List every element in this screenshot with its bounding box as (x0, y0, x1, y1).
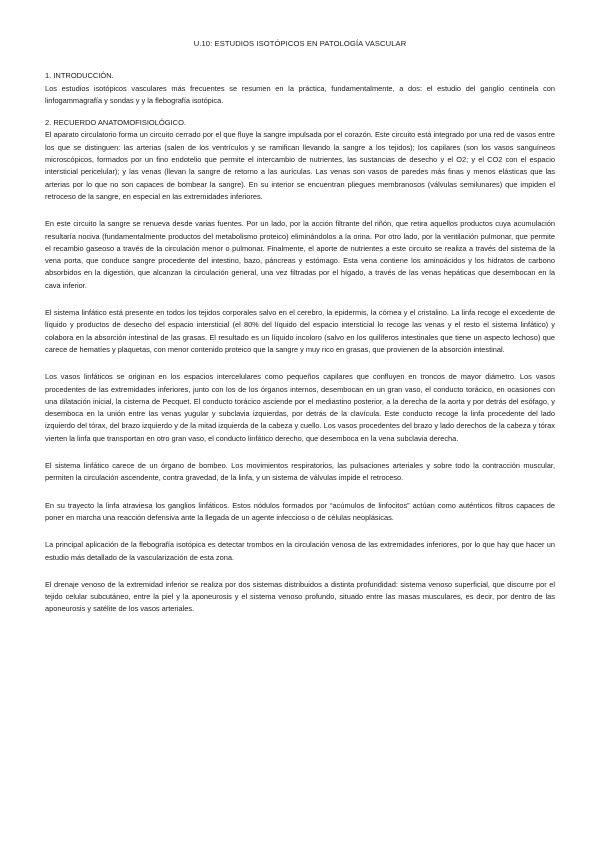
paragraph-flebografia: La principal aplicación de la flebografía isotópica es detectar trombos en la circulación venosa de las extremidades inferiores, por lo que hay que hacer un estudio más detallado de la vascularización de esta zona. (45, 540, 555, 562)
paragraph-ganglios-linfaticos: En su trayecto la linfa atraviesa los ganglios linfáticos. Estos nódulos formados por “acúmulos de linfocitos” actúan como auténticos filtros capaces de poner en marcha una reacción defensiva ante la llegada de un agente infeccioso o de células neoplásicas. (45, 500, 555, 522)
spacer (45, 203, 555, 218)
spacer (45, 564, 555, 579)
paragraph-bombeo-linfa: El sistema linfático carece de un órgano de bombeo. Los movimientos respiratorios, las pulsaciones arteriales y sobre todo la contracción muscular, permiten la circulación ascendente, contra gravedad, de la linfa, y un sistema de válvulas impide el retroceso. (45, 461, 555, 483)
paragraph-introduccion: Los estudios isotópicos vasculares más frecuentes se resumen en la práctica, fundamentalmente, a dos: el estudio del ganglio centinela con linfogammagrafía y sondas y y la flebografía isotópica. (45, 83, 555, 105)
spacer (45, 356, 555, 371)
section-heading-introduccion: 1. INTRODUCCIÓN. (45, 71, 114, 81)
paragraph-vasos-linfaticos: Los vasos linfáticos se originan en los espacios intercelulares como pequeños capilares que confluyen en troncos de mayor diámetro. Los vasos procedentes de las extremidades inferiores, junto con los de los órganos internos, desembocan en un gran vaso, el conducto torácico, en ocasiones con una dilatación inicial, la cisterna de Pecquet. El conducto torácico asciende por el mediastino posterior, a la derecha de la aorta y por detrás del esófago, y desemboca en la unión entre las venas yugular y subclavia izquierdas, por detrás de la clavícula. Este conducto recoge la linfa procedente del lado izquierdo del tórax, del brazo izquierdo y de la mitad izquierda de la cabeza y cuello. Los vasos procedentes del brazo y lado derechos de la cabeza y tórax vierten la linfa que transportan en otro gran vaso, el conducto linfático derecho, que desemboca en la vena subclavia derecha. (45, 372, 555, 443)
spacer (45, 485, 555, 500)
paragraph-aparato-circulatorio: El aparato circulatorio forma un circuito cerrado por el que fluye la sangre impulsada por el corazón. Este circuito está integrado por una red de vasos entre los que se distinguen: las arterias (salen de los ventrículos y se ramifican llevando la sangre a los tejidos); los capilares (son los vasos sanguíneos microscópicos, formados por un fino endotelio que permite el intercambio de nutrientes, las sustancias de desecho y el O2; y el CO2 con el espacio intersticial pericelular); y las venas (llevan la sangre de retorno a las aurículas. Las venas son vasos de paredes más finas y menos elásticas que las arterias por lo que no son capaces de bombear la sangre). En su interior se encuentran pliegues membranosos (válvulas semilunares) que impiden el retroceso de la sangre, en especial en las extremidades inferiores. (45, 130, 555, 201)
spacer (45, 445, 555, 460)
paragraph-sistema-linfatico: El sistema linfático está presente en todos los tejidos corporales salvo en el cerebro, la epidermis, la córnea y el cristalino. La linfa recoge el excedente de líquido y productos de desecho del espacio intersticial (el 80% del líquido del espacio intersticial lo recoge las venas y el resto el sistema linfático) y colabora en la absorción intestinal de las grasas. El resultado es un líquido incoloro (salvo en los quilíferos intestinales que tiene un aspecto lechoso) que carece de hematíes y plaquetas, con menor contenido proteico que la sangre y muy rico en grasas, que provienen de la absorción intestinal. (45, 308, 555, 354)
document-title: U.10: ESTUDIOS ISOTÓPICOS EN PATOLOGÍA VASCULAR (193, 39, 407, 48)
spacer (45, 107, 555, 117)
spacer (45, 292, 555, 307)
paragraph-renovacion-sangre: En este circuito la sangre se renueva desde varias fuentes. Por un lado, por la acción filtrante del riñón, que retira aquellos productos cuya acumulación resultaría nociva (fundamentalmente productos del metabolismo proteico) eliminándolos a la orina. Por otro lado, por la ventilación pulmonar, que permite el recambio gaseoso a través de la circulación menor o pulmonar. Finalmente, el aporte de nutrientes a este circuito se realiza a través del sistema de la vena porta, que conduce sangre procedente del intestino, bazo, páncreas y estómago. Esta vena contiene los aminoácidos y los hidratos de carbono absorbidos en la digestión, que alcanzan la circulación general, una vez filtradas por el hígado, a través de las venas hepáticas que desembocan en la cava inferior. (45, 219, 555, 290)
paragraph-drenaje-venoso: El drenaje venoso de la extremidad inferior se realiza por dos sistemas distribuidos a distinta profundidad: sistema venoso superficial, que discurre por el tejido celular subcutáneo, entre la piel y la aponeurosis y el sistema venoso profundo, situado entre las masas musculares, es decir, por dentro de las aponeurosis y satélite de los vasos arteriales. (45, 579, 555, 614)
section-heading-recuerdo: 2. RECUERDO ANATOMOFISIOLÓGICO. (45, 118, 186, 128)
spacer (45, 524, 555, 539)
